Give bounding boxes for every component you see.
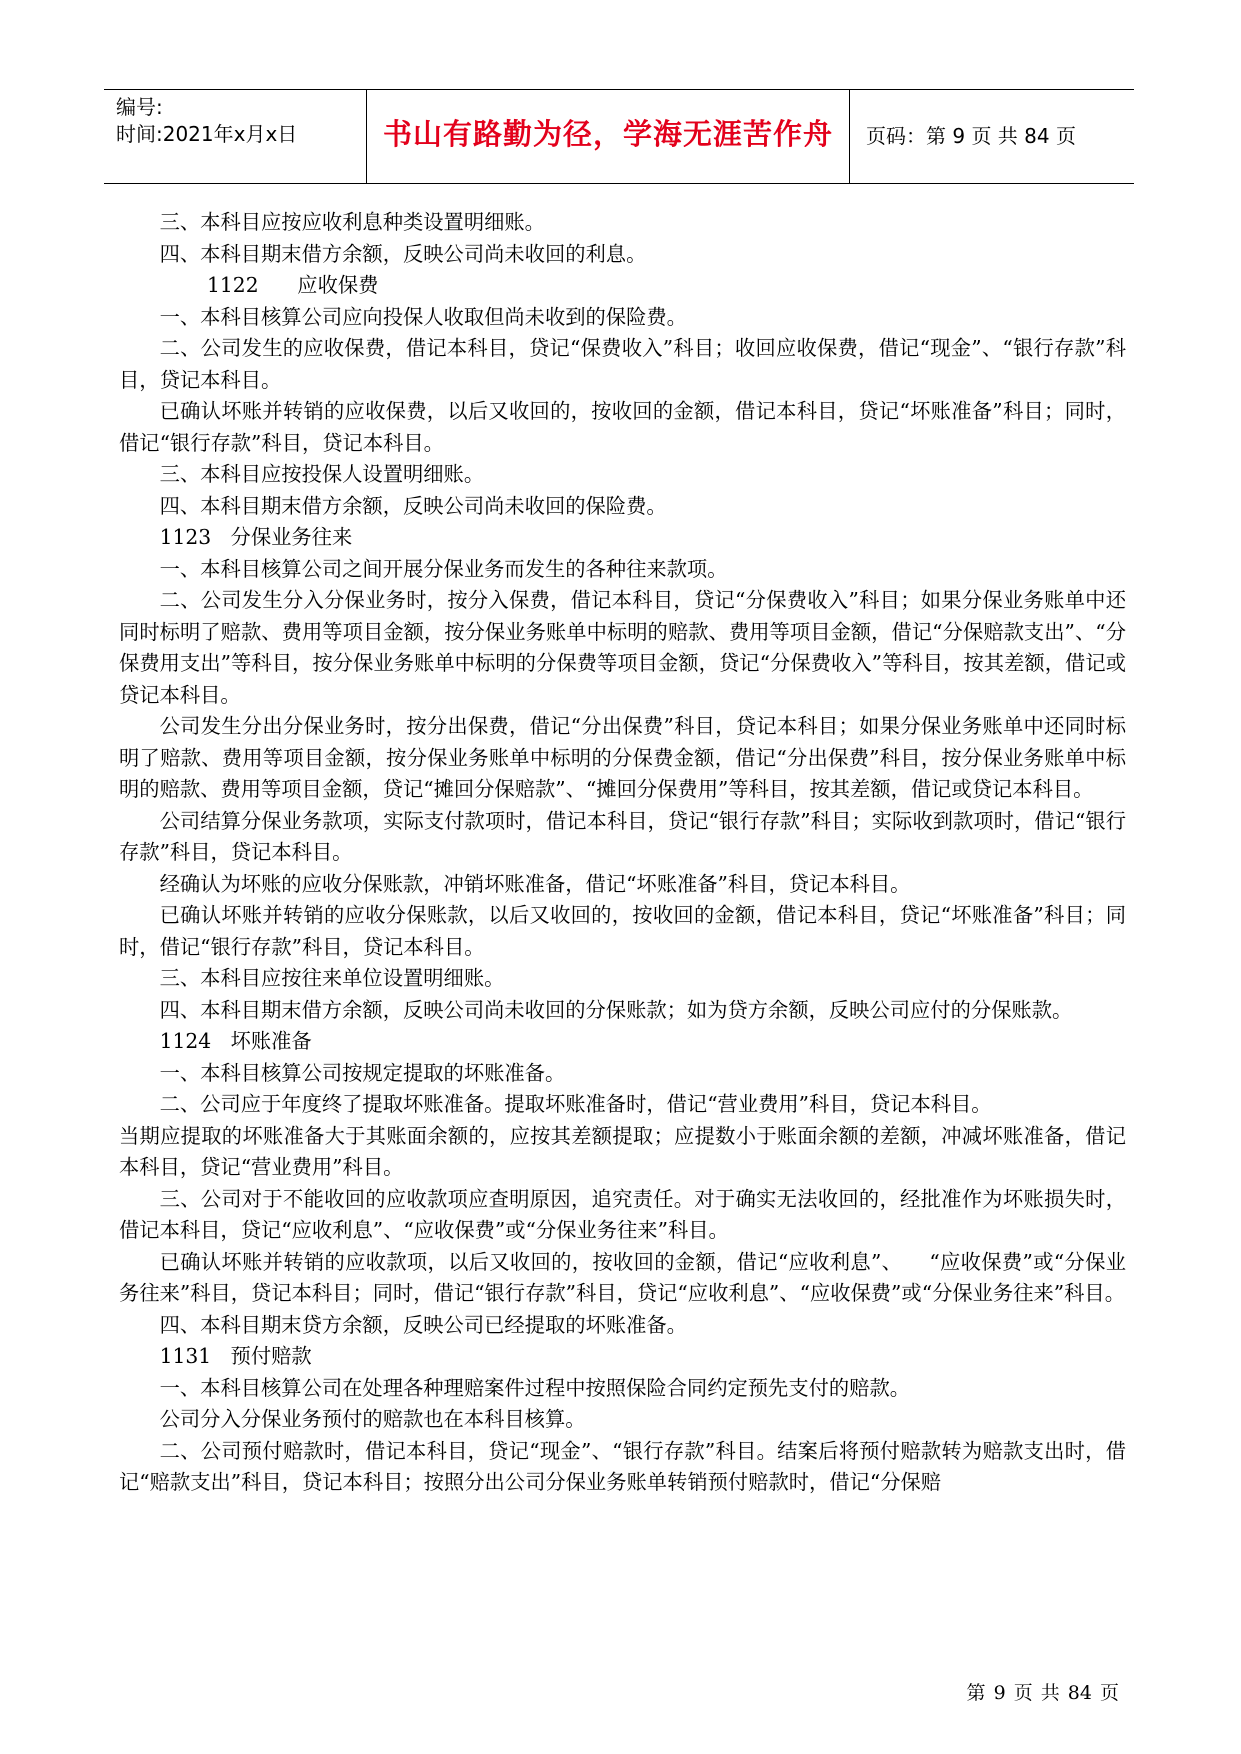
paragraph: 已确认坏账并转销的应收款项，以后又收回的，按收回的金额，借记“应收利息”、 “应收保费”或“分保业务往来”科目，贷记本科目；同时，借记“银行存款”科目，贷记“应收利息”、“应收保费”或“分保业务往来”科目。: [119, 1249, 1126, 1305]
document-body: [119, 207, 1126, 1499]
paragraph: 三、本科目应按应收利息种类设置明细账。: [159, 210, 545, 234]
paragraph: 已确认坏账并转销的应收分保账款，以后又收回的，按收回的金额，借记本科目，贷记“坏账准备”科目；同时，借记“银行存款”科目，贷记本科目。: [119, 903, 1126, 959]
paragraph: 四、本科目期末贷方余额，反映公司已经提取的坏账准备。: [159, 1312, 687, 1337]
paragraph: 三、本科目应按投保人设置明细账。: [159, 462, 485, 486]
account-heading-1131: 1131 预付赔款: [159, 1344, 312, 1368]
page-footer: 第 9 页 共 84 页: [966, 1682, 1119, 1704]
paragraph: 二、公司发生的应收保费，借记本科目，贷记“保费收入”科目；收回应收保费，借记“现金”、“银行存款”科目，贷记本科目。: [119, 336, 1126, 392]
page-header: [104, 89, 1134, 184]
paragraph: 已确认坏账并转销的应收保费，以后又收回的，按收回的金额，借记本科目，贷记“坏账准备”科目；同时，借记“银行存款”科目，贷记本科目。: [119, 399, 1126, 455]
paragraph: 四、本科目期末借方余额，反映公司尚未收回的分保账款；如为贷方余额，反映公司应付的分保账款。: [159, 997, 1073, 1022]
account-heading-1124: 1124 坏账准备: [159, 1029, 312, 1053]
header-motto: 书山有路勤为径，学海无涯苦作舟: [382, 117, 833, 151]
paragraph: 经确认为坏账的应收分保账款，冲销坏账准备，借记“坏账准备”科目，贷记本科目。: [159, 871, 911, 896]
paragraph: 当期应提取的坏账准备大于其账面余额的，应按其差额提取；应提数小于账面余额的差额，冲减坏账准备，借记本科目，贷记“营业费用”科目。: [119, 1123, 1126, 1179]
paragraph: 二、公司应于年度终了提取坏账准备。提取坏账准备时，借记“营业费用”科目，贷记本科目。: [159, 1092, 992, 1116]
paragraph: 一、本科目核算公司在处理各种理赔案件过程中按照保险合同约定预先支付的赔款。: [159, 1375, 911, 1400]
paragraph: 公司结算分保业务款项，实际支付款项时，借记本科目，贷记“银行存款”科目；实际收到款项时，借记“银行存款”科目，贷记本科目。: [119, 808, 1126, 864]
paragraph: 四、本科目期末借方余额，反映公司尚未收回的利息。: [159, 241, 647, 266]
paragraph: 公司分入分保业务预付的赔款也在本科目核算。: [159, 1407, 586, 1431]
paragraph: 二、公司发生分入分保业务时，按分入保费，借记本科目，贷记“分保费收入”科目；如果分保业务账单中还同时标明了赔款、费用等项目金额，按分保业务账单中标明的赔款、费用等项目金额，借记“分保赔款支出”、“分保费用支出”等科目，按分保业务账单中标明的分保费等项目金额，贷记“分保费收入”等科目，按其差额，借记或贷记本科目。: [119, 588, 1126, 707]
paragraph: 三、本科目应按往来单位设置明细账。: [159, 966, 505, 990]
header-time-label: 时间:2021年x月x日: [116, 122, 298, 146]
paragraph: 公司发生分出分保业务时，按分出保费，借记“分出保费”科目，贷记本科目；如果分保业务账单中还同时标明了赔款、费用等项目金额，按分保业务账单中标明的分保费金额，借记“分出保费”科目，按分保业务账单中标明的赔款、费用等项目金额，贷记“摊回分保赔款”、“摊回分保费用”等科目，按其差额，借记或贷记本科目。: [119, 714, 1126, 801]
paragraph: 一、本科目核算公司按规定提取的坏账准备。: [159, 1060, 566, 1085]
header-page-label: 页码：第 9 页 共 84 页: [866, 124, 1076, 148]
header-number-label: 编号:: [116, 95, 163, 119]
paragraph: 四、本科目期末借方余额，反映公司尚未收回的保险费。: [159, 493, 667, 518]
paragraph: 一、本科目核算公司之间开展分保业务而发生的各种往来款项。: [159, 556, 728, 581]
paragraph: 二、公司预付赔款时，借记本科目，贷记“现金”、“银行存款”科目。结案后将预付赔款转为赔款支出时，借记“赔款支出”科目，贷记本科目；按照分出公司分保业务账单转销预付赔款时，借记“分保赔: [119, 1438, 1126, 1494]
account-heading-1123: 1123 分保业务往来: [159, 525, 353, 549]
paragraph: 三、公司对于不能收回的应收款项应查明原因，追究责任。对于确实无法收回的，经批准作为坏账损失时，借记本科目，贷记“应收利息”、“应收保费”或“分保业务往来”科目。: [119, 1186, 1126, 1242]
account-heading-1122: 1122 应收保费: [207, 273, 379, 297]
paragraph: 一、本科目核算公司应向投保人收取但尚未收到的保险费。: [159, 304, 687, 329]
header-meta: [116, 94, 356, 148]
header-divider: [849, 90, 850, 183]
